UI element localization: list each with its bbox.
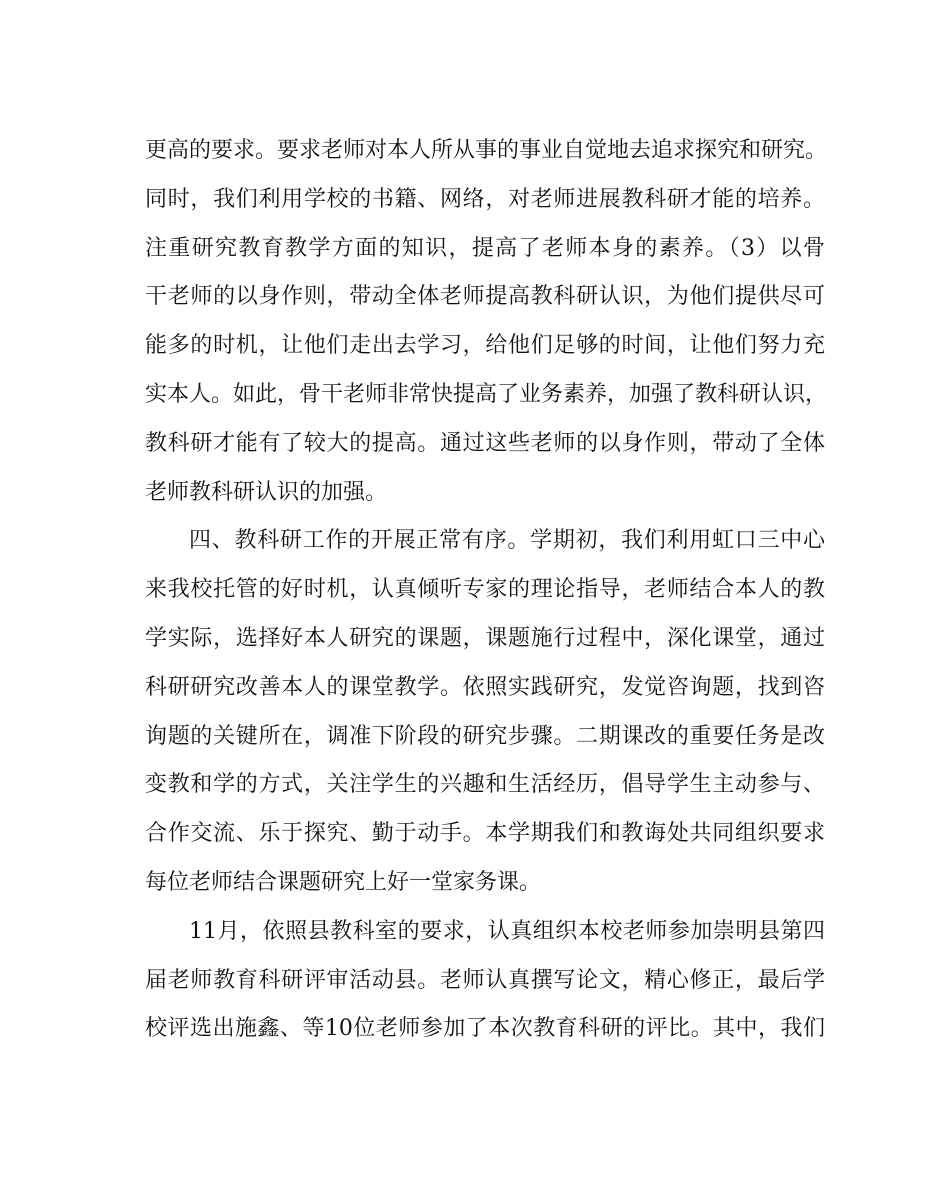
paragraph-start-line: 11月，依照县教科室的要求，认真组织本校老师参加崇明县第四 (189, 918, 825, 944)
text-line: 注重研究教育教学方面的知识，提高了老师本身的素养。（3）以骨 (145, 235, 825, 261)
text-line: 干老师的以身作则，带动全体老师提高教科研认识，为他们提供尽可 (145, 284, 825, 310)
text-line: 老师教科研认识的加强。 (145, 479, 388, 505)
paragraph-start-line: 四、教科研工作的开展正常有序。学期初，我们利用虹口三中心 (189, 528, 825, 554)
text-line: 变教和学的方式，关注学生的兴趣和生活经历，倡导学生主动参与、 (145, 772, 825, 798)
text-line: 同时，我们利用学校的书籍、网络，对老师进展教科研才能的培养。 (145, 186, 825, 212)
text-line: 教科研才能有了较大的提高。通过这些老师的以身作则，带动了全体 (145, 430, 825, 456)
text-line: 合作交流、乐于探究、勤于动手。本学期我们和教诲处共同组织要求 (145, 821, 825, 847)
body-text (145, 127, 828, 1054)
text-line: 届老师教育科研评审活动县。老师认真撰写论文，精心修正，最后学 (145, 967, 825, 993)
text-line: 能多的时机，让他们走出去学习，给他们足够的时间，让他们努力充 (145, 333, 825, 359)
text-line: 实本人。如此，骨干老师非常快提高了业务素养，加强了教科研认识， (145, 381, 828, 407)
text-line: 校评选出施鑫、等10位老师参加了本次教育科研的评比。其中，我们 (145, 1016, 825, 1042)
text-line: 更高的要求。要求老师对本人所从事的事业自觉地去追求探究和研究。 (145, 138, 828, 163)
text-line: 学实际，选择好本人研究的课题，课题施行过程中，深化课堂，通过 (145, 625, 825, 651)
text-line: 科研研究改善本人的课堂教学。依照实践研究，发觉咨询题，找到咨 (145, 674, 825, 700)
text-line: 询题的关键所在，调准下阶段的研究步骤。二期课改的重要任务是改 (145, 723, 825, 749)
text-line: 来我校托管的好时机，认真倾听专家的理论指导，老师结合本人的教 (145, 577, 825, 603)
text-line: 每位老师结合课题研究上好一堂家务课。 (145, 869, 542, 895)
